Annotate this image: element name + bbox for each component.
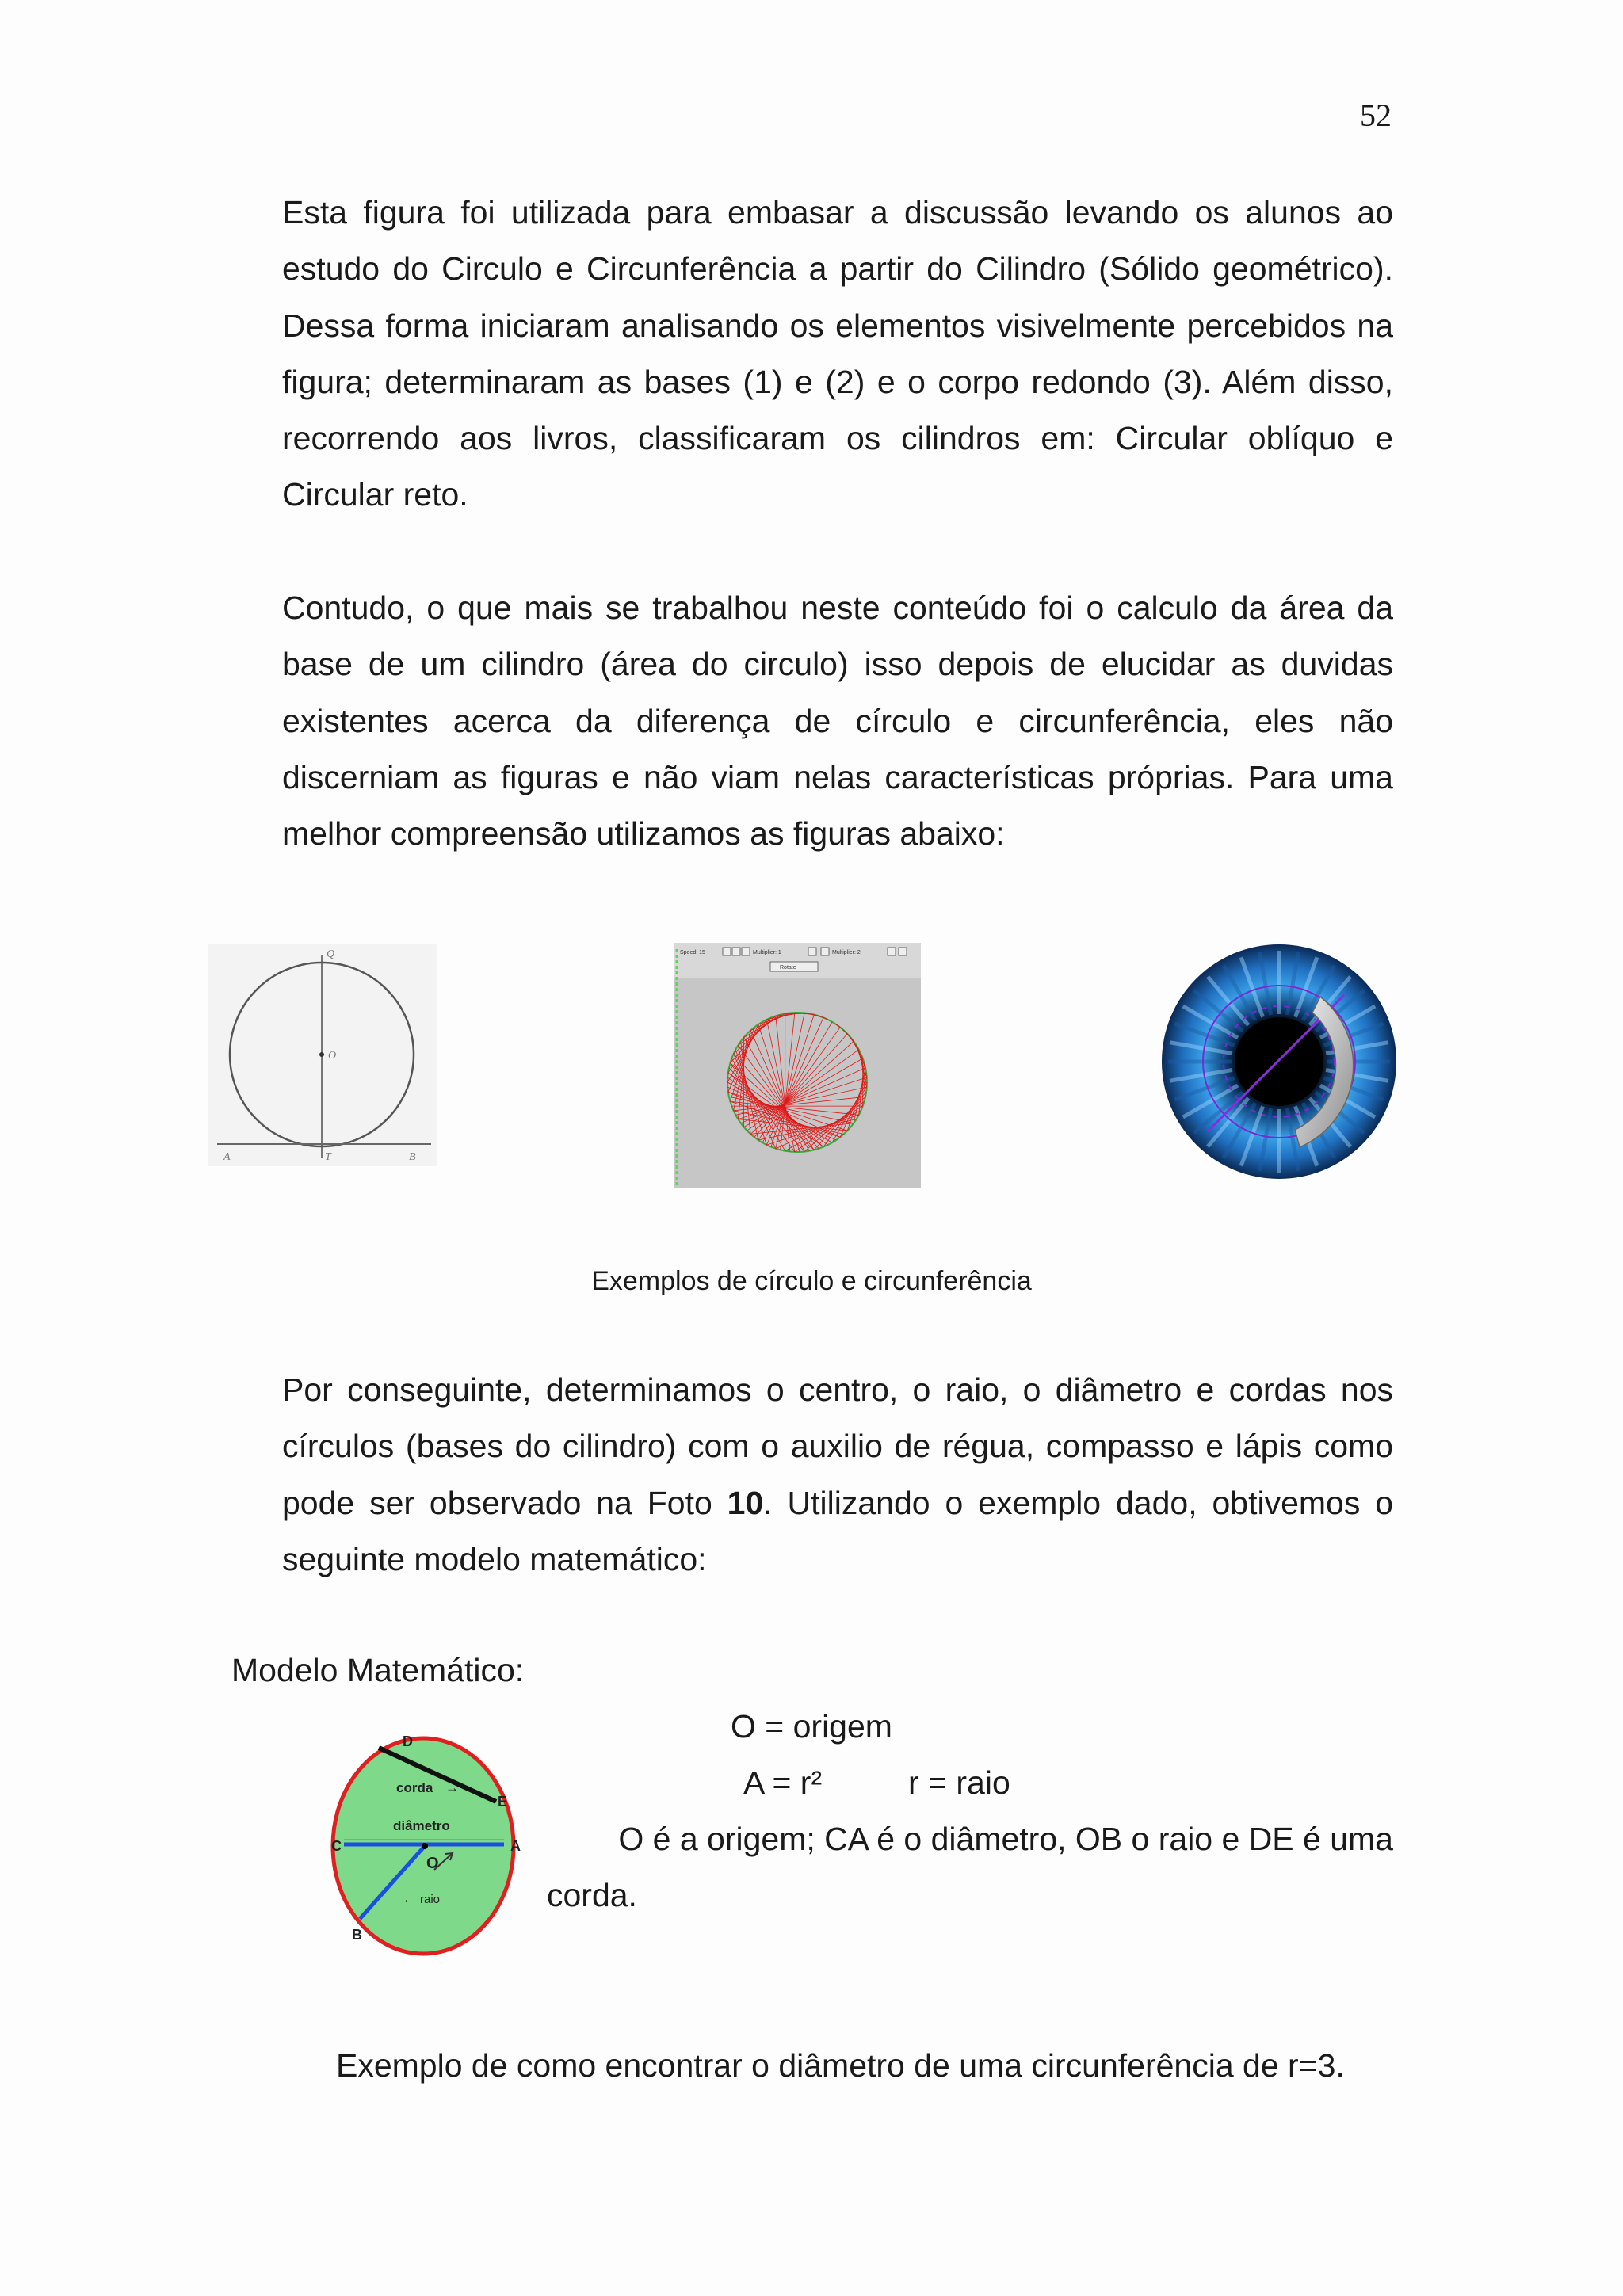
label-t: T [325,1151,331,1163]
text-line: Circular reto. [282,476,468,513]
formula-radius: r = raio [908,1764,1010,1801]
label-c: C [331,1838,342,1854]
speed-label: Speed: 15 [680,950,705,955]
corda-arrow: → [445,1780,459,1795]
text-line-end: . Utilizando o exemplo dado, obtivemos o [763,1484,1393,1521]
text-line: base de um cilindro (área do circulo) isso depois de elucidar as duvidas [282,646,1393,683]
figure-caption: Exemplos de círculo e circunferência [591,1266,1032,1296]
formula-area: A = r² [743,1764,823,1801]
text-line: círculos (bases do cilindro) com o auxilio de régua, compasso e lápis como [282,1428,1393,1465]
paragraph-2 [282,580,1393,862]
text-line: melhor compreensão utilizamos as figuras abaixo: [282,815,1005,852]
model-title: Modelo Matemático: [231,1652,525,1688]
text-line: existentes acerca da diferença de círculo e circunferência, eles não [282,702,1393,739]
speed-down-button[interactable] [723,948,731,955]
label-e: E [498,1794,508,1810]
text-line: recorrendo aos livros, classificaram os cilindros em: Circular oblíquo e [282,420,1393,457]
circle-tangent-figure [208,944,437,1166]
label-o: O [426,1855,439,1872]
text-line: Por conseguinte, determinamos o centro, o raio, o diâmetro e cordas nos [282,1371,1393,1408]
text-line: figura; determinaram as bases (1) e (2) e o corpo redondo (3). Além disso, [282,363,1393,400]
iris-circle-figure [1160,941,1403,1187]
example-text: Exemplo de como encontrar o diâmetro de uma circunferência de r=3. [336,2047,1345,2084]
text-line: seguinte modelo matemático: [282,1540,707,1577]
speed-up-button[interactable] [732,948,740,955]
paragraph-1 [282,185,1393,524]
label-corda: corda [396,1780,433,1795]
text-line: Contudo, o que mais se trabalhou neste conteúdo foi o calculo da área da [282,589,1393,626]
explanation-line-1: O é a origem; CA é o diâmetro, OB o raio e DE é uma [618,1821,1393,1857]
text-line: Dessa forma iniciaram analisando os elementos visivelmente percebidos na [282,307,1393,344]
formula-origin: O = origem [731,1708,892,1745]
mult1-up-button[interactable] [808,948,816,955]
chord-diameter-radius-diagram [328,1735,531,1965]
label-raio: raio [420,1893,441,1906]
multiplier1-label: Multiplier: 1 [753,950,781,955]
rotate-button-label: Rotate [780,965,796,971]
explanation-line-2: corda. [547,1877,637,1913]
text-line: Esta figura foi utilizada para embasar a discussão levando os alunos ao [282,194,1393,231]
label-q: Q [327,948,335,960]
label-b: B [409,1151,416,1163]
page-number: 52 [1360,97,1392,133]
paragraph-3 [282,1362,1393,1588]
mult2-down-button[interactable] [821,948,829,955]
label-b: B [352,1927,362,1943]
mult2-up-button[interactable] [888,948,896,955]
photo-number: 10 [727,1484,764,1521]
label-o: O [328,1050,337,1062]
label-diametro: diâmetro [393,1818,450,1833]
text-line: discerniam as figuras e não viam nelas características próprias. Para uma [282,758,1393,795]
text-line: estudo do Circulo e Circunferência a partir do Cilindro (Sólido geométrico). [282,250,1393,288]
label-d: D [403,1735,413,1749]
label-a: A [510,1838,521,1854]
raio-arrow: ← [403,1893,414,1906]
string-art-figure [674,943,921,1188]
text-line [282,1475,1393,1531]
mult1-down-button[interactable] [742,948,750,955]
multiplier2-label: Multiplier: 2 [832,950,861,955]
mult2-plus-button[interactable] [899,948,907,955]
label-a: A [223,1151,231,1163]
text-line-start: pode ser observado na Foto [282,1484,712,1521]
